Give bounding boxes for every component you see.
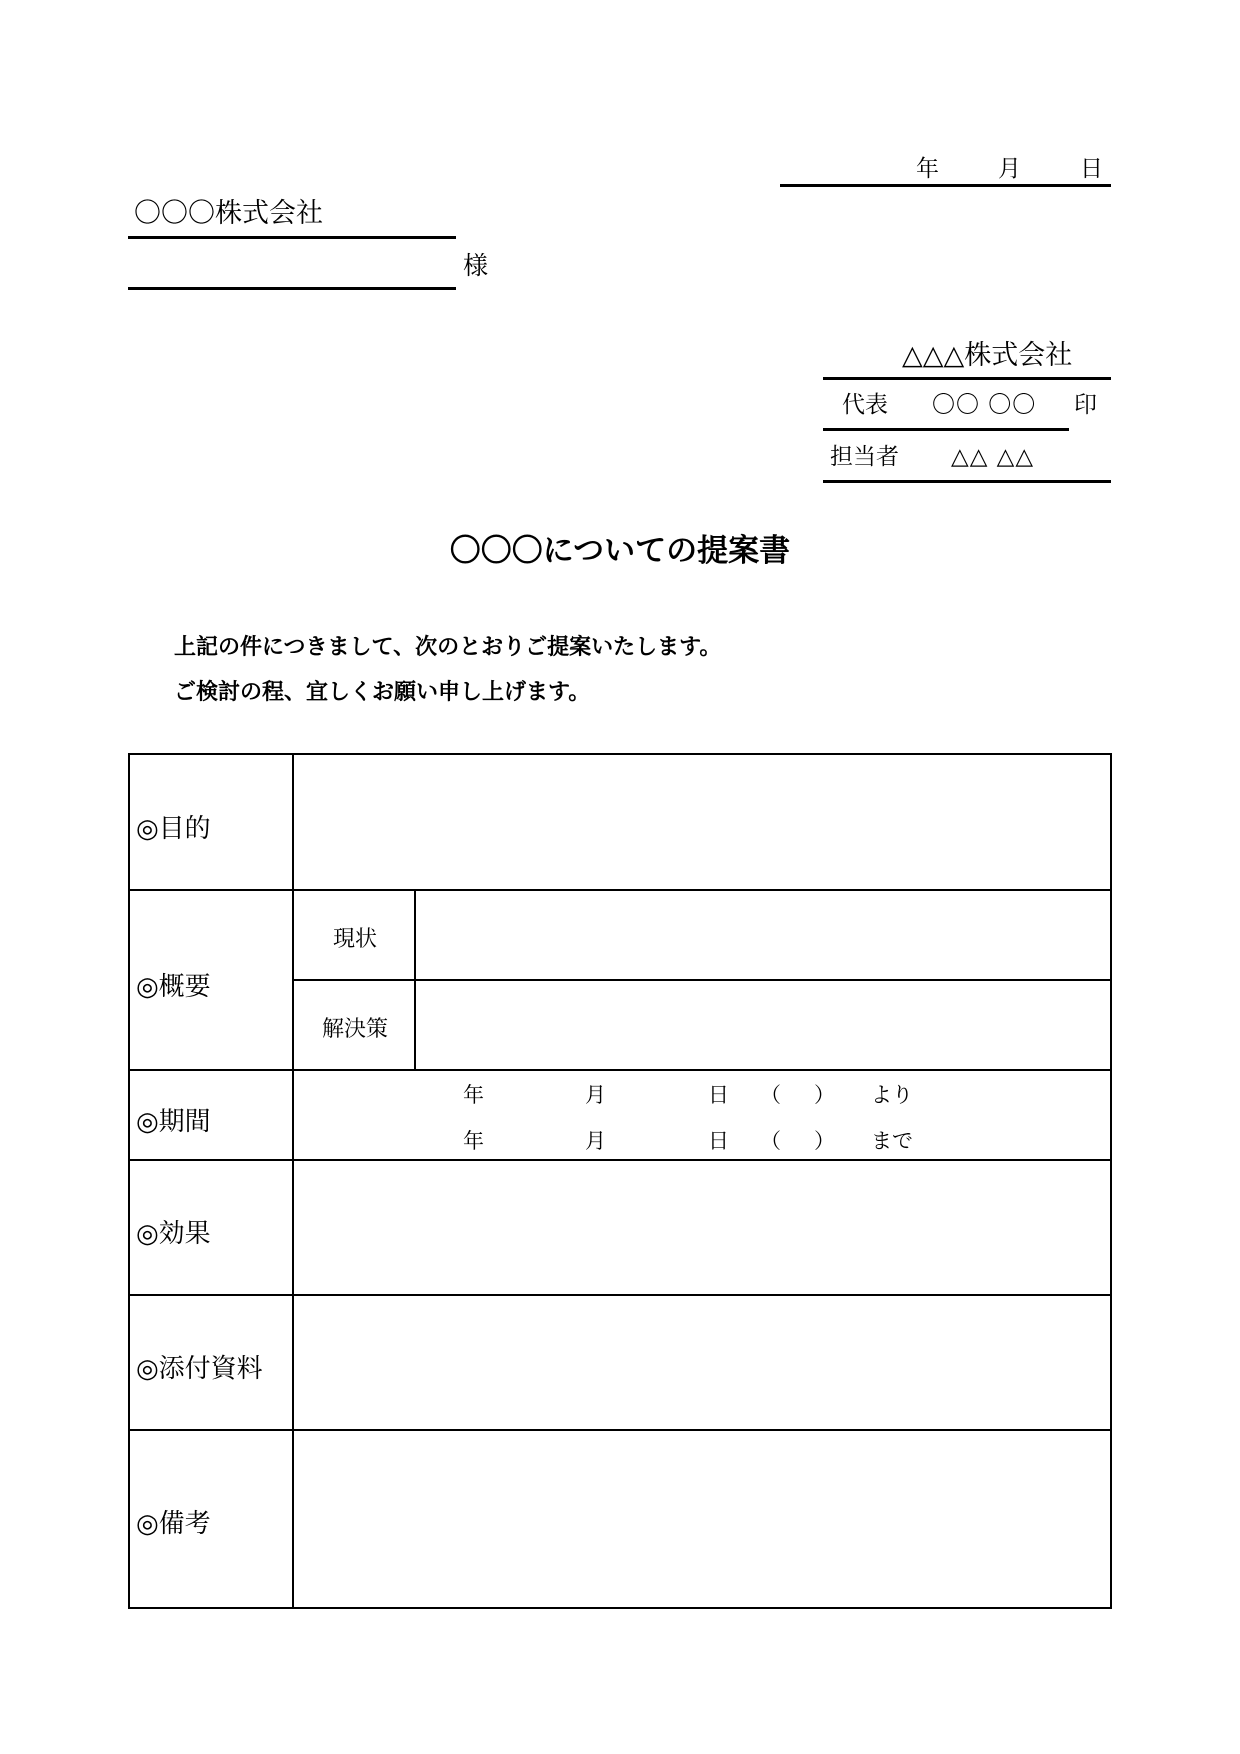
period-start-paren-open: （ — [760, 1083, 781, 1107]
row-divider — [130, 1429, 1110, 1431]
period-start-suffix: より — [871, 1083, 913, 1107]
period-end-day: 日 — [708, 1129, 729, 1153]
period-start-month: 月 — [585, 1083, 606, 1107]
recipient-underline — [128, 236, 456, 239]
seal-mark: 印 — [1074, 392, 1097, 418]
overview-current-label: 現状 — [332, 927, 377, 952]
intro-line-2: ご検討の程、宜しくお願い申し上げます。 — [174, 680, 591, 705]
date-line — [780, 150, 1110, 180]
date-day: 日 — [1080, 156, 1103, 182]
row-divider — [130, 1069, 1110, 1071]
period-start-year: 年 — [463, 1083, 484, 1107]
date-year: 年 — [916, 156, 939, 182]
person-underline — [823, 480, 1111, 483]
period-start-day: 日 — [708, 1083, 729, 1107]
date-underline — [780, 184, 1111, 187]
period-end-paren-close: ） — [814, 1129, 835, 1153]
row-label-purpose: ◎目的 — [136, 814, 211, 844]
row-divider — [130, 1294, 1110, 1296]
row-label-attachments: ◎添付資料 — [136, 1354, 263, 1384]
intro-line-1: 上記の件につきまして、次のとおりご提案いたします。 — [174, 635, 722, 660]
sender-company-underline — [823, 377, 1111, 380]
period-end-paren-open: （ — [760, 1129, 781, 1153]
label-column-divider — [292, 755, 294, 1607]
row-label-period: ◎期間 — [136, 1107, 211, 1137]
row-divider — [292, 979, 1110, 981]
page-title: 〇〇〇についての提案書 — [449, 533, 791, 569]
person-in-charge-name: △△ △△ — [951, 444, 1035, 470]
period-end-suffix: まで — [871, 1129, 913, 1153]
period-end-month: 月 — [585, 1129, 606, 1153]
recipient-honorific: 様 — [463, 251, 489, 280]
representative-name: 〇〇 〇〇 — [932, 392, 1037, 418]
recipient-company: 〇〇〇株式会社 — [134, 198, 323, 229]
row-divider — [130, 1159, 1110, 1161]
proposal-table — [128, 753, 1112, 1609]
representative-label: 代表 — [842, 392, 888, 418]
row-label-remarks: ◎備考 — [136, 1509, 211, 1539]
sender-company: △△△株式会社 — [902, 340, 1073, 371]
overview-solution-label: 解決策 — [321, 1017, 388, 1042]
recipient-name-underline — [128, 287, 456, 290]
date-month: 月 — [998, 156, 1021, 182]
representative-underline — [823, 428, 1069, 431]
row-label-overview: ◎概要 — [136, 972, 211, 1002]
period-start-paren-close: ） — [814, 1083, 835, 1107]
person-in-charge-label: 担当者 — [830, 444, 899, 470]
period-end-year: 年 — [463, 1129, 484, 1153]
row-divider — [130, 889, 1110, 891]
row-label-effect: ◎効果 — [136, 1219, 211, 1249]
